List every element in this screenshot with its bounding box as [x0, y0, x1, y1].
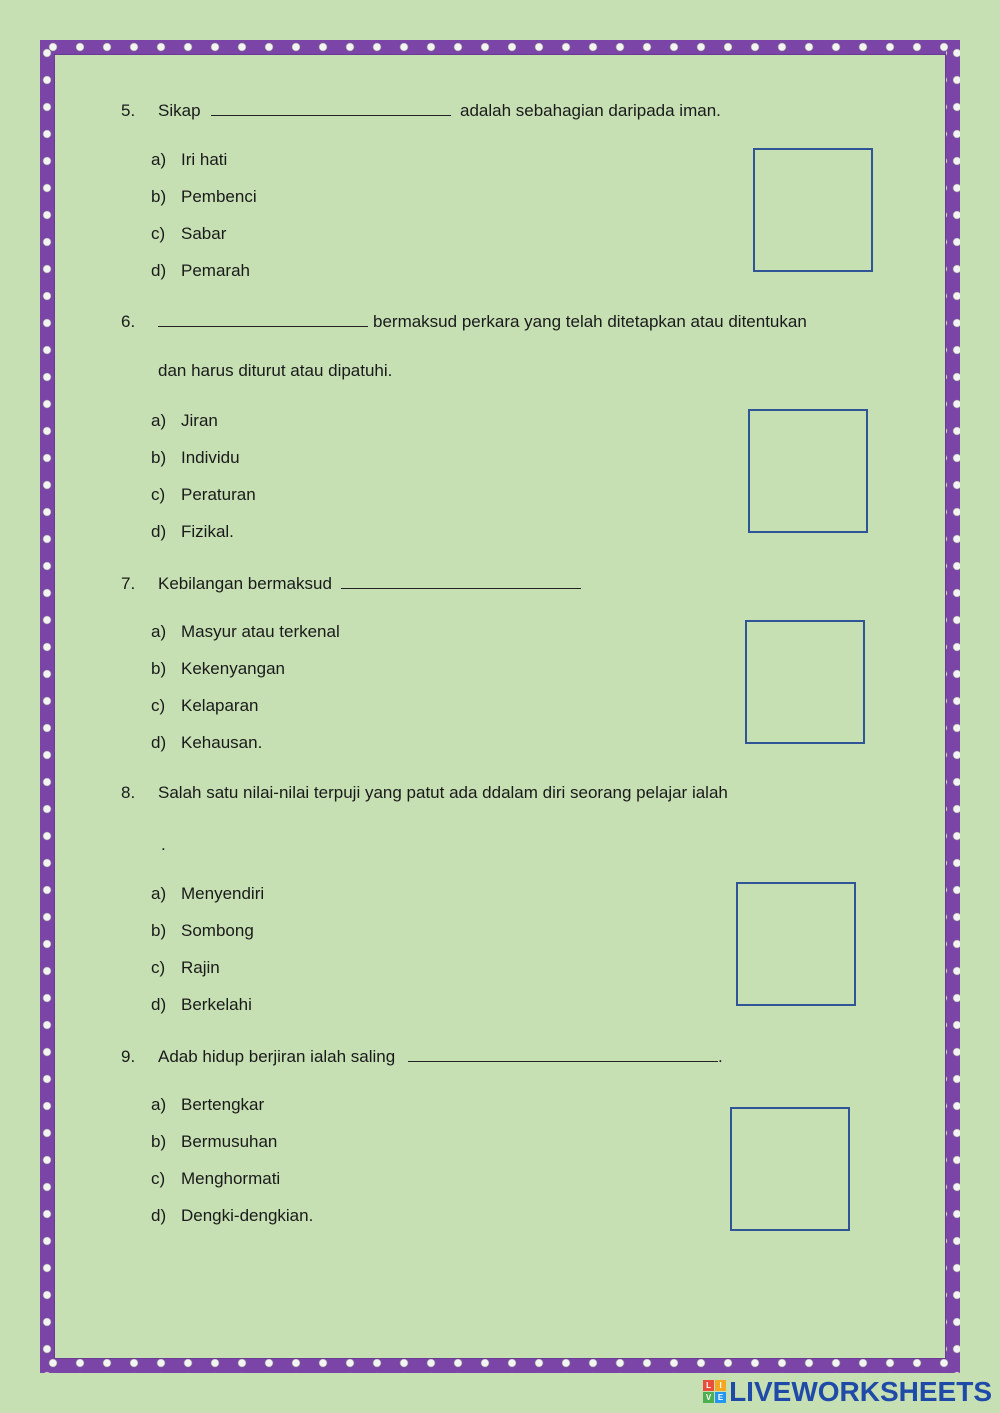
option-text: Peraturan	[181, 485, 256, 504]
option-letter: b)	[151, 1132, 167, 1151]
question-text-post: adalah sebahagian daripada iman.	[460, 101, 721, 120]
question-number: 8.	[121, 783, 136, 802]
option-text: Kelaparan	[181, 696, 259, 715]
option-text: Individu	[181, 448, 240, 467]
option-5d	[151, 261, 250, 281]
option-letter: a)	[151, 411, 167, 430]
answer-blank[interactable]	[408, 1045, 718, 1062]
option-9d	[151, 1206, 313, 1226]
question-5	[121, 99, 721, 121]
question-text-pre: Adab hidup berjiran ialah saling	[158, 1047, 396, 1066]
option-6b	[151, 448, 240, 468]
question-6-continuation: dan harus diturut atau dipatuhi.	[158, 361, 393, 380]
answer-box-7[interactable]	[745, 620, 865, 744]
option-letter: d)	[151, 733, 167, 752]
option-9c	[151, 1169, 280, 1189]
option-text: Sabar	[181, 224, 227, 243]
option-7a	[151, 622, 340, 642]
option-text: Iri hati	[181, 150, 228, 169]
answer-box-6[interactable]	[748, 409, 868, 533]
answer-blank[interactable]	[211, 99, 451, 116]
option-8b	[151, 921, 254, 941]
option-text: Masyur atau terkenal	[181, 622, 340, 641]
option-letter: b)	[151, 659, 167, 678]
option-8d	[151, 995, 252, 1015]
option-text: Fizikal.	[181, 522, 234, 541]
option-6a	[151, 411, 218, 431]
option-text: Bermusuhan	[181, 1132, 278, 1151]
option-text: Bertengkar	[181, 1095, 265, 1114]
answer-box-9[interactable]	[730, 1107, 850, 1231]
answer-box-8[interactable]	[736, 882, 856, 1006]
question-text-suffix: .	[161, 835, 166, 854]
option-text: Kekenyangan	[181, 659, 285, 678]
option-letter: a)	[151, 150, 167, 169]
question-text-pre: Salah satu nilai-nilai terpuji yang patut ada ddalam diri seorang pelajar ialah	[158, 783, 728, 802]
option-text: Dengki-dengkian.	[181, 1206, 314, 1225]
question-8-continuation	[161, 835, 166, 855]
option-letter: a)	[151, 1095, 167, 1114]
question-text-post: bermaksud perkara yang telah ditetapkan atau ditentukan	[373, 312, 807, 331]
option-5a	[151, 150, 227, 170]
option-letter: a)	[151, 884, 167, 903]
question-9	[121, 1045, 723, 1067]
option-8a	[151, 884, 264, 904]
option-text: Menghormati	[181, 1169, 281, 1188]
question-6	[121, 310, 807, 332]
option-7c	[151, 696, 259, 716]
option-6d	[151, 522, 234, 542]
question-number: 6.	[121, 312, 136, 331]
option-letter: d)	[151, 995, 167, 1014]
liveworksheets-logo	[703, 1377, 992, 1407]
badge-letter-l: L	[703, 1380, 714, 1391]
option-letter: a)	[151, 622, 167, 641]
option-text: Jiran	[181, 411, 218, 430]
option-letter: c)	[151, 958, 166, 977]
option-letter: c)	[151, 696, 166, 715]
option-letter: b)	[151, 448, 167, 467]
answer-blank[interactable]	[158, 310, 368, 327]
option-letter: d)	[151, 522, 167, 541]
logo-badge-icon	[703, 1380, 727, 1404]
option-7d	[151, 733, 262, 753]
option-6c	[151, 485, 256, 505]
question-text-pre: Kebilangan bermaksud	[158, 574, 332, 593]
option-text: Kehausan.	[181, 733, 263, 752]
option-8c	[151, 958, 220, 978]
option-7b	[151, 659, 285, 679]
badge-letter-v: V	[703, 1392, 714, 1403]
question-number: 9.	[121, 1047, 136, 1066]
option-text: Berkelahi	[181, 995, 252, 1014]
option-text: Sombong	[181, 921, 254, 940]
option-letter: b)	[151, 187, 167, 206]
badge-letter-e: E	[715, 1392, 726, 1403]
badge-letter-i: I	[715, 1380, 726, 1391]
option-text: Rajin	[181, 958, 220, 977]
question-8	[121, 783, 728, 803]
option-9a	[151, 1095, 264, 1115]
option-text: Pemarah	[181, 261, 250, 280]
option-letter: d)	[151, 1206, 167, 1225]
option-5c	[151, 224, 226, 244]
question-7	[121, 572, 581, 594]
answer-blank[interactable]	[341, 572, 581, 589]
option-text: Pembenci	[181, 187, 257, 206]
question-number: 5.	[121, 101, 136, 120]
option-letter: c)	[151, 485, 166, 504]
question-text-pre: Sikap	[158, 101, 201, 120]
answer-box-5[interactable]	[753, 148, 873, 272]
option-letter: c)	[151, 224, 166, 243]
logo-text: LIVEWORKSHEETS	[729, 1376, 992, 1407]
option-text: Menyendiri	[181, 884, 265, 903]
option-9b	[151, 1132, 277, 1152]
question-text-post: .	[717, 1047, 723, 1066]
option-5b	[151, 187, 257, 207]
question-number: 7.	[121, 574, 136, 593]
option-letter: b)	[151, 921, 167, 940]
option-letter: d)	[151, 261, 167, 280]
option-letter: c)	[151, 1169, 166, 1188]
